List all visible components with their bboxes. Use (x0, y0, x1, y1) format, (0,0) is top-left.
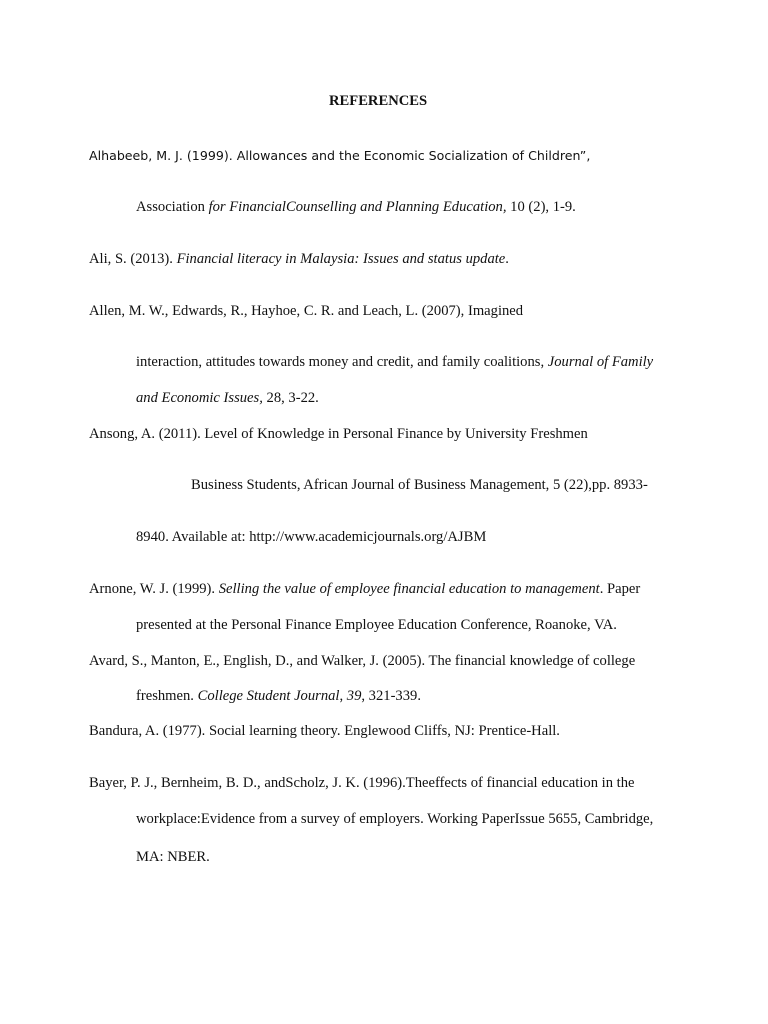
reference-italic: Financial literacy in Malaysia: Issues and status update (176, 251, 506, 267)
reference-line: Alhabeeb, M. J. (1999). Allowances and the Economic Socialization of Children”, (89, 148, 591, 163)
reference-line: presented at the Personal Finance Employee Education Conference, Roanoke, VA. (136, 617, 617, 633)
reference-line: Allen, M. W., Edwards, R., Hayhoe, C. R. and Leach, L. (2007), Imagined (89, 303, 524, 319)
reference-line: Bayer, P. J., Bernheim, B. D., andScholz, J. K. (1996).Theeffects of financial education in the (89, 775, 635, 791)
reference-line (89, 580, 640, 598)
reference-text: , (339, 688, 347, 704)
reference-line: Avard, S., Manton, E., English, D., and Walker, J. (2005). The financial knowledge of college (89, 653, 636, 669)
reference-italic: College Student Journal (197, 688, 340, 704)
reference-text: freshmen. (136, 688, 198, 704)
reference-line: Business Students, African Journal of Business Management, 5 (22),pp. 8933- (191, 477, 648, 493)
reference-line: Ansong, A. (2011). Level of Knowledge in Personal Finance by University Freshmen (89, 426, 588, 442)
reference-line: 8940. Available at: http://www.academicjournals.org/AJBM (136, 529, 487, 545)
reference-line (136, 353, 653, 371)
reference-text: Arnone, W. J. (1999). (89, 581, 219, 597)
reference-line (136, 389, 319, 407)
reference-line: Bandura, A. (1977). Social learning theory. Englewood Cliffs, NJ: Prentice-Hall. (89, 723, 560, 739)
reference-italic: for FinancialCounselling and Planning Education, (208, 199, 507, 215)
reference-line: workplace:Evidence from a survey of employers. Working PaperIssue 5655, Cambridge, (136, 811, 654, 827)
reference-italic: Journal of Family (547, 354, 654, 370)
reference-italic: Selling the value of employee financial education to management (218, 581, 600, 597)
reference-text: Ali, S. (2013). (89, 251, 177, 267)
reference-text: , 321-339. (361, 688, 421, 704)
reference-line (89, 250, 509, 268)
reference-line (136, 687, 421, 705)
reference-text: 10 (2), 1-9. (506, 199, 576, 215)
reference-text: 28, 3-22. (262, 390, 319, 406)
reference-italic: 39 (346, 688, 362, 704)
reference-text: . (505, 251, 509, 267)
reference-line (136, 198, 576, 216)
page-title: REFERENCES (329, 93, 428, 109)
reference-text: . Paper (599, 581, 641, 597)
reference-text: Association (136, 199, 209, 215)
reference-text: interaction, attitudes towards money and credit, and family coalitions, (136, 354, 548, 370)
reference-italic: and Economic Issues, (136, 390, 263, 406)
reference-line: MA: NBER. (136, 849, 210, 865)
